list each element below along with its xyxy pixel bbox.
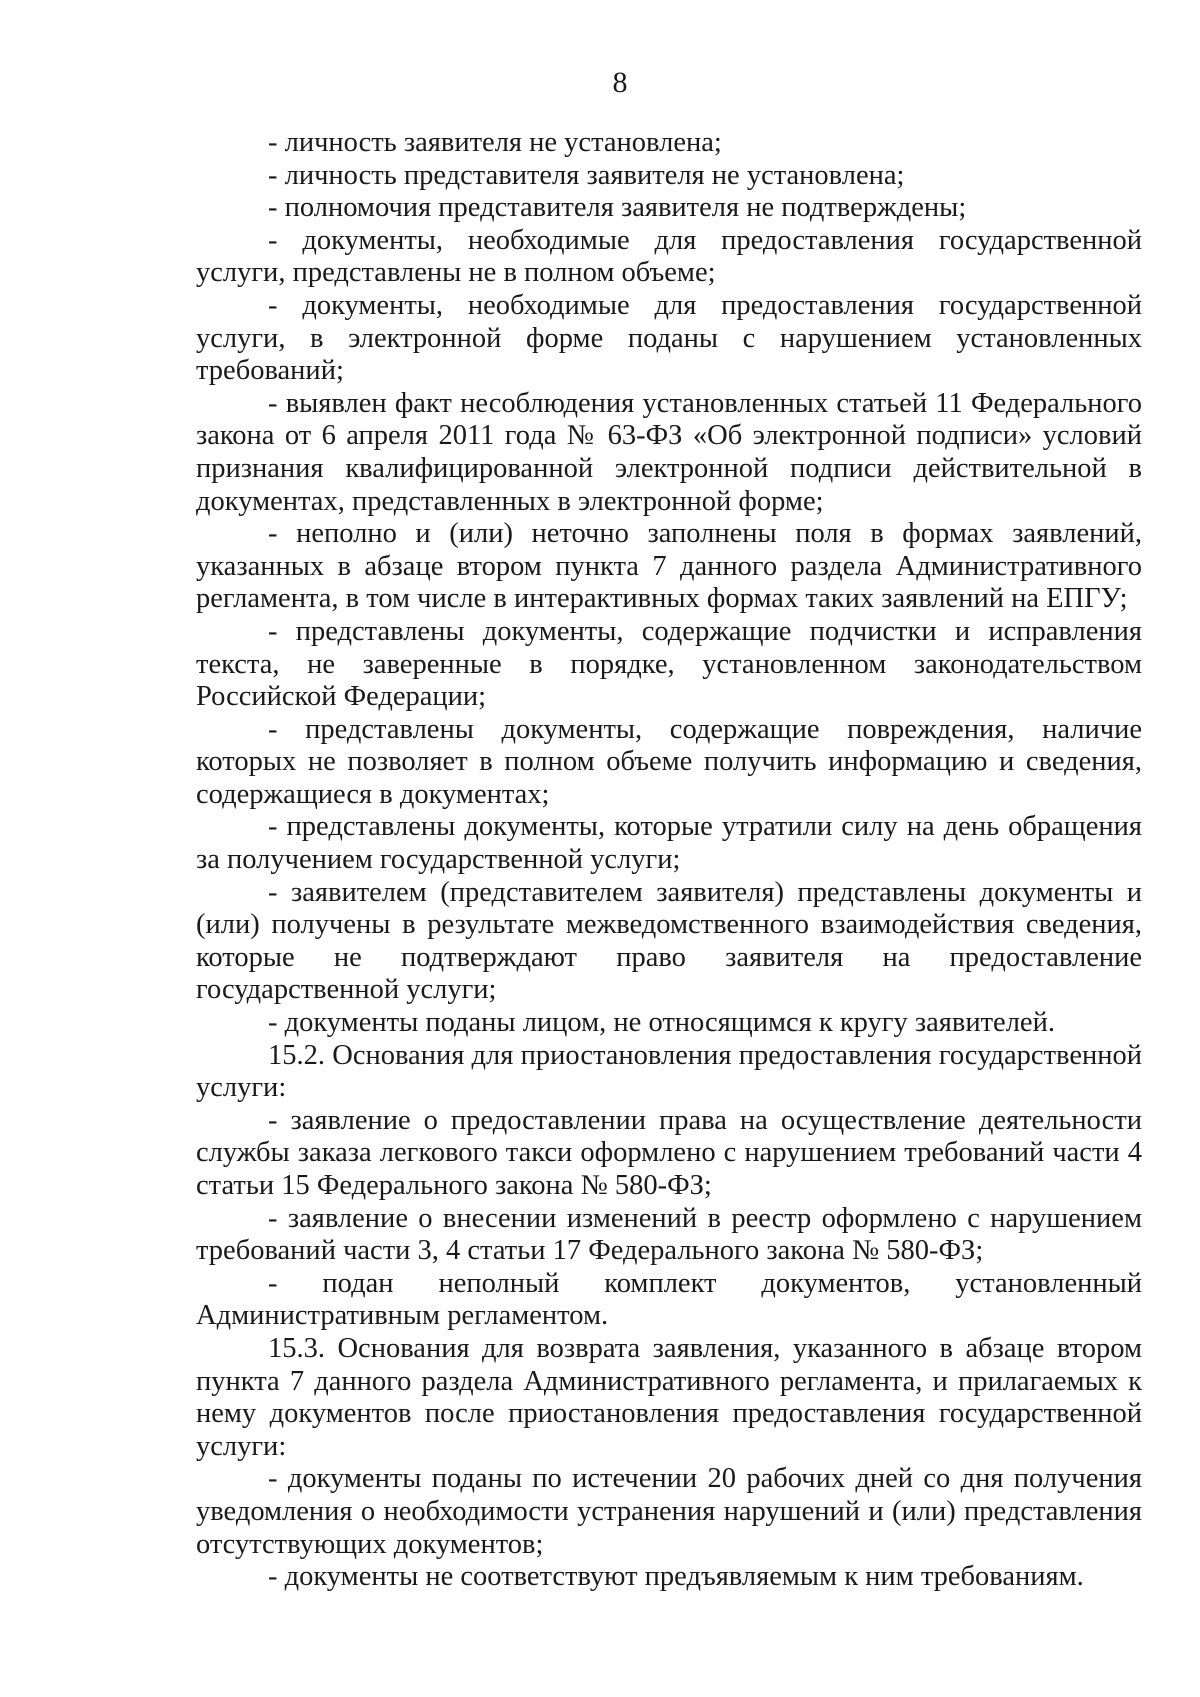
paragraph: - полномочия представителя заявителя не подтверждены; (268, 192, 967, 224)
paragraph: - документы, необходимые для предоставления государственной услуги, представлены не в полном объеме; (196, 224, 1142, 289)
paragraph: - документы поданы лицом, не относящимся к кругу заявителей. (268, 1007, 1055, 1039)
paragraph: - выявлен факт несоблюдения установленных статьей 11 Федерального закона от 6 апреля 2011 года № 63-ФЗ «Об электронной подписи» условий признания квалифицированной электронной подписи действительной в документах, представленных в электронной форме; (196, 387, 1142, 517)
paragraph: - заявителем (представителем заявителя) представлены документы и (или) получены в результате межведомственного взаимодействия сведения, которые не подтверждают право заявителя на предоставление государственной услуги; (196, 876, 1142, 1006)
paragraph: - представлены документы, содержащие повреждения, наличие которых не позволяет в полном объеме получить информацию и сведения, содержащиеся в документах; (196, 713, 1142, 810)
paragraph: - документы не соответствуют предъявляемым к ним требованиям. (268, 1561, 1084, 1593)
paragraph: - документы поданы по истечении 20 рабочих дней со дня получения уведомления о необходимости устранения нарушений и (или) представления отсутствующих документов; (196, 1463, 1142, 1560)
paragraph: - подан неполный комплект документов, установленный Административным регламентом. (196, 1267, 1142, 1332)
paragraph: - заявление о предоставлении права на осуществление деятельности службы заказа легкового такси оформлено с нарушением требований части 4 статьи 15 Федерального закона № 580-ФЗ; (196, 1104, 1142, 1201)
page-number: 8 (612, 66, 628, 99)
paragraph: - представлены документы, которые утратили силу на день обращения за получением государственной услуги; (196, 811, 1142, 876)
paragraph: - неполно и (или) неточно заполнены поля в формах заявлений, указанных в абзаце втором пункта 7 данного раздела Административного регламента, в том числе в интерактивных формах таких заявлений на ЕПГУ; (196, 518, 1142, 615)
paragraph: - заявление о внесении изменений в реестр оформлено с нарушением требований части 3, 4 статьи 17 Федерального закона № 580-ФЗ; (196, 1202, 1142, 1267)
paragraph: - документы, необходимые для предоставления государственной услуги, в электронной форме поданы с нарушением установленных требований; (196, 289, 1142, 387)
paragraph: - личность заявителя не установлена; (268, 127, 722, 158)
section-heading-15-3: 15.3. Основания для возврата заявления, указанного в абзаце втором пункта 7 данного раздела Административного регламента, и прилагаемых к нему документов после приостановления предоставления государственной услуги: (196, 1332, 1142, 1462)
paragraph: - личность представителя заявителя не установлена; (268, 159, 905, 191)
document-body (196, 127, 1142, 1594)
section-heading-15-2: 15.2. Основания для приостановления предоставления государственной услуги: (196, 1039, 1142, 1104)
paragraph: - представлены документы, содержащие подчистки и исправления текста, не заверенные в порядке, установленном законодательством Российской Федерации; (196, 615, 1142, 713)
